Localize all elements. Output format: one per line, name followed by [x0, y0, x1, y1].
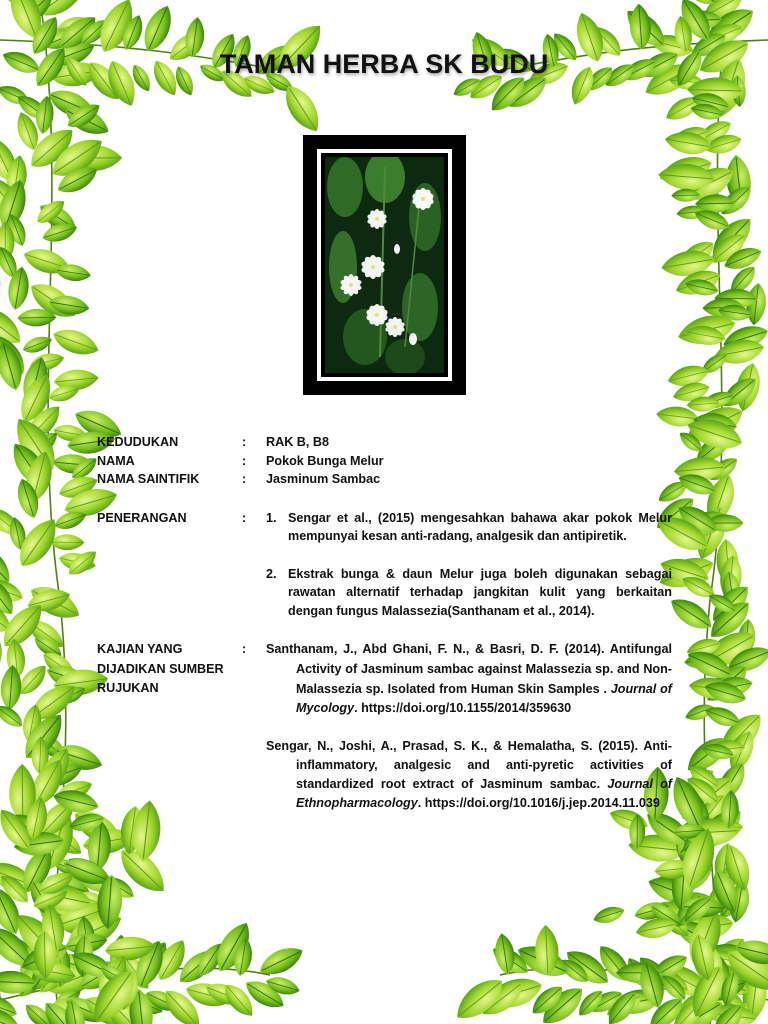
leaf-icon [138, 1, 178, 55]
plant-info-section [97, 433, 672, 813]
penerangan-label: PENERANGAN [97, 510, 187, 525]
jasmine-flower-image [325, 157, 444, 373]
colon: : [242, 642, 247, 656]
item-text: Ekstrak bunga & daun Melur juga boleh digunakan sebagai rawatan alternatif terhadap jangkitan kulit yang berkaitan dengan fungus Malassezia(Santhanam et al., 2014). [288, 566, 672, 618]
kajian-label [97, 640, 237, 699]
nama-value: Pokok Bunga Melur [266, 453, 384, 468]
plant-photo-frame [303, 135, 466, 395]
item-number: 1. [266, 510, 277, 525]
reference-text: Sengar, N., Joshi, A., Prasad, S. K., & Hemalatha, S. (2015). Anti-inflammatory, analgesic and anti-pyretic activities of standardized root extract of Jasminum sambac. [266, 739, 672, 792]
leaf-icon [591, 903, 626, 927]
leaf-icon [255, 941, 307, 981]
field-kajian [97, 640, 672, 813]
leaf-icon [50, 534, 85, 550]
nama-label: NAMA [97, 453, 135, 468]
field-penerangan [97, 509, 672, 621]
nama-saintifik-value: Jasminum Sambac [266, 472, 381, 486]
item-number: 2. [266, 566, 277, 581]
kajian-label-line: KAJIAN YANG [97, 642, 183, 656]
reference-doi: . https://doi.org/10.1016/j.jep.2014.11.039 [417, 796, 660, 811]
reference-entry [266, 737, 672, 813]
penerangan-item [266, 509, 672, 546]
item-text: Sengar et al., (2015) mengesahkan bahawa akar pokok Melur mempunyai kesan anti-radang, analgesik dan antipiretik. [288, 510, 672, 543]
kajian-label-line: DIJADIKAN SUMBER [97, 661, 224, 676]
nama-saintifik-label: NAMA SAINTIFIK [97, 472, 200, 486]
field-nama-saintifik [97, 470, 672, 489]
reference-entry [266, 640, 672, 719]
reference-journal: Journal of Mycology [296, 681, 672, 716]
field-kedudukan [97, 433, 672, 452]
kedudukan-value: RAK B, B8 [266, 435, 329, 449]
colon: : [242, 510, 247, 525]
reference-journal: Journal of Ethnopharmacology [296, 777, 673, 811]
page-title: TAMAN HERBA SK BUDU [219, 49, 549, 79]
reference-text: Santhanam, J., Abd Ghani, F. N., & Basri, D. F. (2014). Antifungal Activity of Jasminum sambac against Malassezia sp. and Non- Malassezia sp. Isolated from Human Skin Samples . [266, 642, 672, 696]
reference-doi: . https://doi.org/10.1155/2014/359630 [354, 701, 572, 716]
field-nama [97, 452, 672, 471]
colon: : [242, 472, 247, 486]
colon: : [242, 453, 247, 468]
jasmine-flower-photo [317, 149, 452, 381]
colon: : [242, 435, 247, 449]
kajian-label-line: RUJUKAN [97, 681, 159, 695]
kedudukan-label: KEDUDUKAN [97, 435, 179, 449]
penerangan-item [266, 565, 672, 621]
